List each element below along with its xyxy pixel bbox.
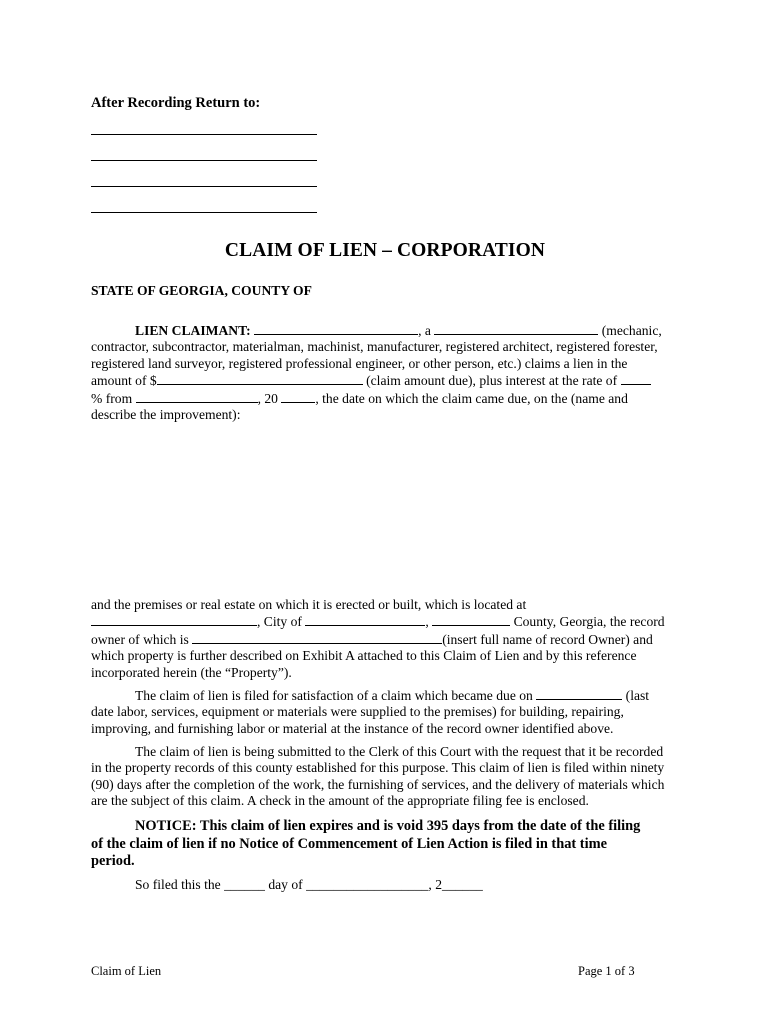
city-of-text: , City of bbox=[257, 614, 302, 630]
claimant-type-field[interactable] bbox=[434, 322, 598, 335]
date-due-text: , the date on which the claim came due, on the (name and bbox=[315, 390, 628, 406]
claimant-label: LIEN CLAIMANT: bbox=[135, 323, 251, 338]
improvement-description-area[interactable] bbox=[91, 425, 681, 590]
document-title: CLAIM OF LIEN – CORPORATION bbox=[224, 240, 546, 261]
claim-due-paragraph bbox=[91, 687, 681, 737]
interest-year-field[interactable] bbox=[281, 390, 315, 403]
filed-day-blank[interactable]: ______ bbox=[224, 877, 265, 892]
premises-line-1: and the premises or real estate on which it is erected or built, which is located at bbox=[91, 597, 527, 612]
filed-prefix: So filed this the bbox=[135, 877, 221, 892]
notice-paragraph bbox=[91, 818, 681, 871]
owner-prefix: owner of which is bbox=[91, 631, 189, 647]
clerk-line-1: The claim of lien is being submitted to the Clerk of this Court with the request that it be recorded bbox=[135, 744, 664, 759]
clerk-line-4: are the subject of this claim. A check in the amount of the appropriate filing fee is enclosed. bbox=[91, 793, 589, 809]
premises-line-4: which property is further described on Exhibit A attached to this Claim of Lien and by this reference bbox=[91, 648, 637, 664]
state-county-label: STATE OF GEORGIA, COUNTY OF bbox=[91, 283, 312, 298]
premises-paragraph bbox=[91, 597, 681, 681]
last-date-field[interactable] bbox=[536, 687, 622, 700]
due-line-suffix: (last bbox=[625, 688, 650, 703]
return-address-line-2[interactable] bbox=[91, 160, 317, 161]
interest-rate-field[interactable] bbox=[621, 372, 651, 385]
clerk-line-2: in the property records of this county established for this purpose. This claim of lien is filed within ninety bbox=[91, 760, 665, 776]
claimant-name-field[interactable] bbox=[254, 322, 418, 335]
notice-line-2: of the claim of lien if no Notice of Commencement of Lien Action is filed in that time bbox=[91, 835, 607, 852]
premises-location-field[interactable] bbox=[91, 613, 257, 626]
owner-suffix: (insert full name of record Owner) and bbox=[442, 631, 653, 647]
record-owner-field[interactable] bbox=[192, 631, 442, 644]
due-line-3: improving, and furnishing labor or material at the instance of the record owner identified above. bbox=[91, 720, 614, 736]
clerk-paragraph bbox=[91, 744, 681, 810]
claimant-mechanic-text: (mechanic, bbox=[601, 323, 662, 338]
premises-line-5: incorporated herein (the “Property”). bbox=[91, 664, 292, 680]
return-address-line-4[interactable] bbox=[91, 212, 317, 213]
return-address-line-1[interactable] bbox=[91, 134, 317, 135]
city-field[interactable] bbox=[305, 613, 425, 626]
year-20-text: , 20 bbox=[257, 390, 278, 406]
filed-month-blank[interactable]: __________________ bbox=[306, 877, 429, 892]
clerk-line-3: (90) days after the completion of the work, the furnishing of services, and the delivery of materials which bbox=[91, 776, 665, 792]
describe-improvement-text: describe the improvement): bbox=[91, 407, 241, 423]
notice-line-1: NOTICE: This claim of lien expires and is void 395 days from the date of the filing bbox=[135, 818, 641, 834]
due-line-prefix: The claim of lien is filed for satisfaction of a claim which became due on bbox=[135, 688, 533, 703]
claimant-line-2: contractor, subcontractor, materialman, machinist, manufacturer, registered architect, registered forester, bbox=[91, 339, 658, 355]
footer-page-number: Page 1 of 3 bbox=[578, 964, 635, 978]
amount-prefix: amount of $ bbox=[91, 373, 157, 389]
comma-text: , bbox=[425, 614, 429, 630]
claimant-a-text: , a bbox=[418, 323, 431, 338]
filed-line bbox=[91, 877, 681, 893]
county-field[interactable] bbox=[432, 613, 510, 626]
claimant-line-3: registered land surveyor, registered professional engineer, or other person, etc.) claims a lien in the bbox=[91, 355, 628, 371]
filed-year-blank[interactable]: ______ bbox=[442, 877, 483, 892]
claim-amount-field[interactable] bbox=[157, 372, 363, 385]
pct-from-text: % from bbox=[91, 390, 133, 406]
county-georgia-text: County, Georgia, the record bbox=[513, 614, 665, 630]
filed-year-prefix: , 2 bbox=[428, 877, 443, 892]
footer-document-name: Claim of Lien bbox=[91, 964, 162, 978]
interest-from-date-field[interactable] bbox=[136, 390, 258, 403]
filed-day-of: day of bbox=[268, 877, 303, 892]
amount-suffix: (claim amount due), plus interest at the rate of bbox=[366, 373, 618, 389]
claimant-paragraph bbox=[91, 322, 681, 423]
due-line-2: date labor, services, equipment or materials were supplied to the premises) for building, repairing, bbox=[91, 704, 624, 720]
return-address-line-3[interactable] bbox=[91, 186, 317, 187]
after-recording-heading: After Recording Return to: bbox=[91, 95, 261, 111]
notice-line-3: period. bbox=[91, 853, 135, 870]
